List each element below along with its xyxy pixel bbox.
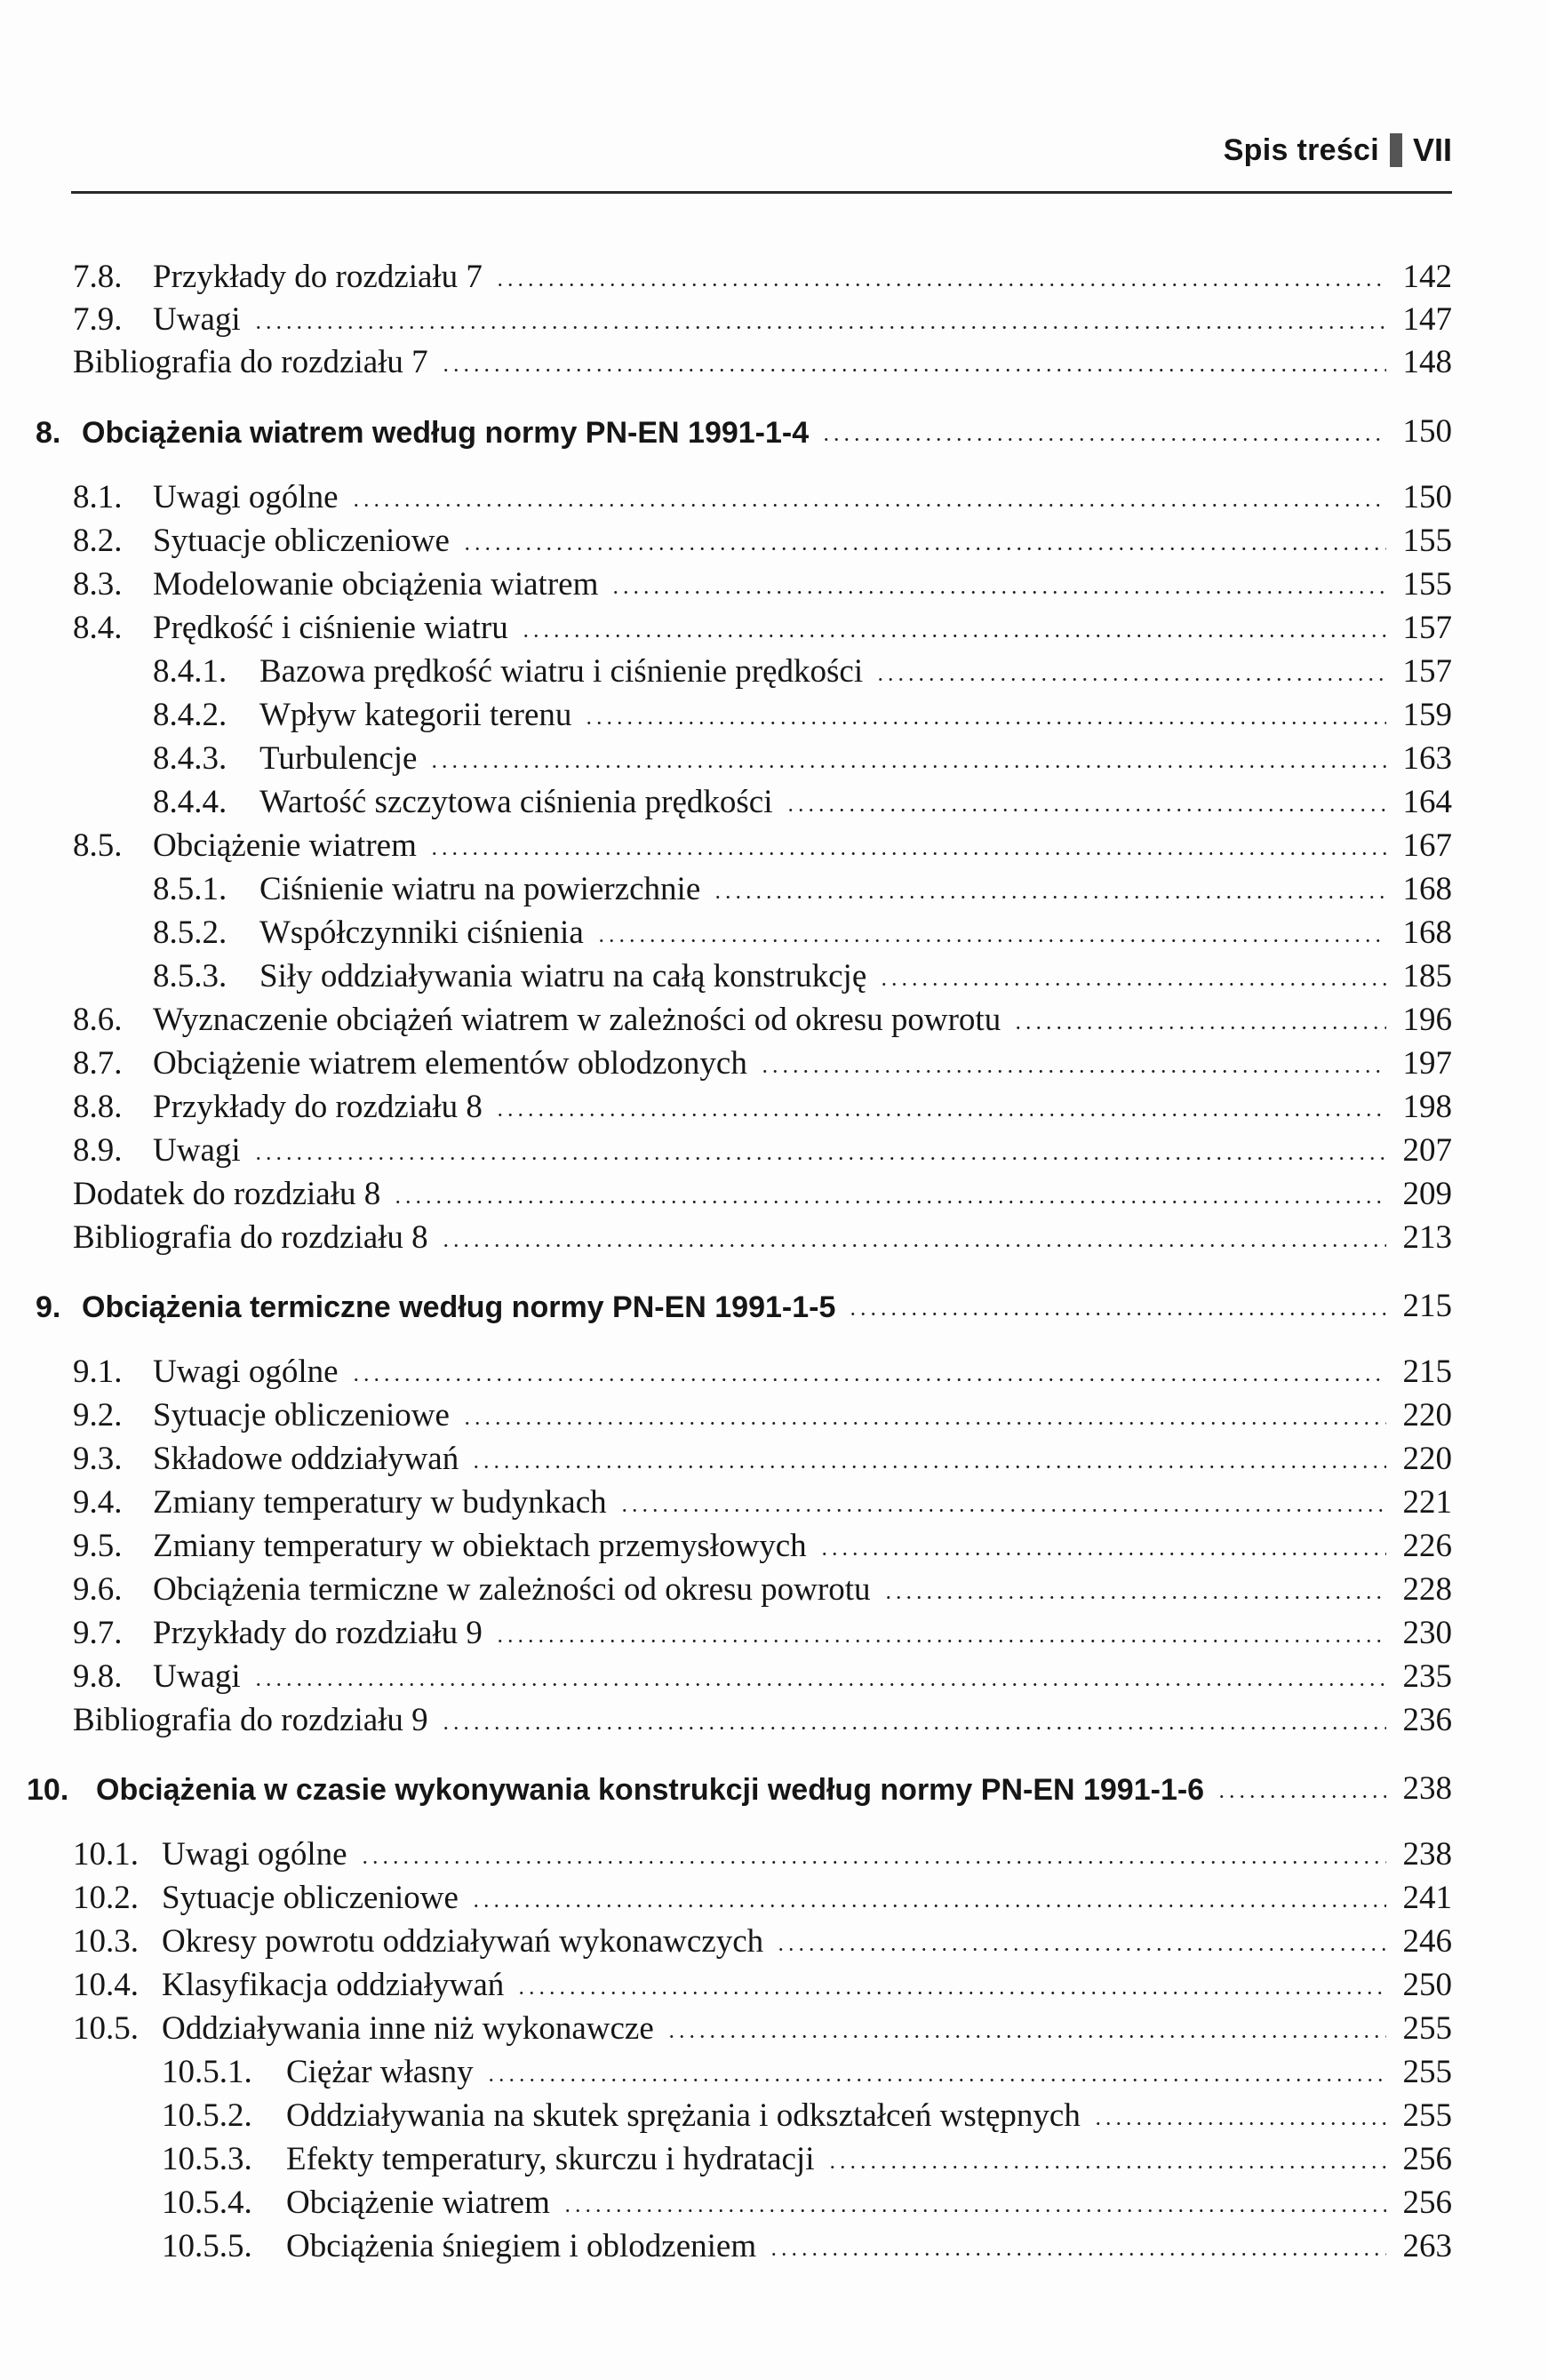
dot-leader <box>776 1948 1386 1951</box>
entry-page: 159 <box>1402 697 1452 733</box>
dot-leader <box>521 635 1386 637</box>
entry-number: 10.4. <box>73 1967 139 2003</box>
dot-leader <box>429 852 1386 855</box>
toc-entry[interactable] <box>0 1959 1452 2001</box>
entry-number: 8.5.3. <box>153 958 227 994</box>
entry-title: Obciążenie wiatrem <box>153 827 417 864</box>
entry-page: 238 <box>1402 1836 1452 1873</box>
entry-number: 8.5.2. <box>153 914 227 951</box>
entry-number: 10.5. <box>73 2010 139 2047</box>
entry-page: 142 <box>1402 259 1452 295</box>
entry-number: 8.5. <box>73 827 123 864</box>
toc-subentry[interactable] <box>0 2046 1452 2088</box>
toc-subentry[interactable] <box>0 776 1452 819</box>
toc-subentry[interactable] <box>0 950 1452 993</box>
toc-entry[interactable] <box>0 1872 1452 1914</box>
entry-page: 256 <box>1402 2141 1452 2177</box>
entry-number: 8.4.2. <box>153 697 227 733</box>
entry-page: 163 <box>1402 740 1452 777</box>
dot-leader <box>516 1992 1386 1994</box>
dot-leader <box>495 284 1386 286</box>
entry-title: Wpływ kategorii terenu <box>259 697 572 733</box>
entry-number: 10.5.1. <box>162 2054 252 2090</box>
dot-leader <box>584 722 1386 724</box>
entry-number: 8.6. <box>73 1002 123 1038</box>
entry-page: 168 <box>1402 914 1452 951</box>
toc-entry[interactable] <box>0 293 1452 336</box>
entry-title: Przykłady do rozdziału 9 <box>153 1615 483 1651</box>
dot-leader <box>1093 2122 1386 2125</box>
entry-title: Prędkość i ciśnienie wiatru <box>153 610 508 646</box>
toc-subentry[interactable] <box>0 2176 1452 2219</box>
entry-title: Obciążenia termiczne w zależności od okresu powrotu <box>153 1571 871 1608</box>
entry-page: 263 <box>1402 2228 1452 2264</box>
header-rule <box>71 191 1452 194</box>
entry-number: 9.6. <box>73 1571 123 1608</box>
entry-number: 10.2. <box>73 1880 139 1916</box>
toc-subentry[interactable] <box>0 645 1452 688</box>
toc-subentry[interactable] <box>0 863 1452 906</box>
entry-title: Ciężar własny <box>286 2054 474 2090</box>
toc-entry[interactable] <box>0 2002 1452 2045</box>
entry-page: 255 <box>1402 2010 1452 2047</box>
dot-leader <box>253 1683 1386 1686</box>
entry-page: 221 <box>1402 1484 1452 1521</box>
entry-title: Oddziaływania na skutek sprężania i odkształceń wstępnych <box>286 2097 1081 2134</box>
dot-leader <box>619 1509 1386 1512</box>
entry-page: 150 <box>1402 479 1452 515</box>
entry-page: 155 <box>1402 523 1452 559</box>
entry-title: Turbulencje <box>259 740 418 777</box>
entry-title: Oddziaływania inne niż wykonawcze <box>162 2010 654 2047</box>
entry-page: 213 <box>1402 1219 1452 1256</box>
entry-page: 185 <box>1402 958 1452 994</box>
entry-number: 8.4.3. <box>153 740 227 777</box>
entry-title: Bazowa prędkość wiatru i ciśnienie prędkości <box>259 653 864 690</box>
entry-page: 157 <box>1402 610 1452 646</box>
entry-title: Efekty temperatury, skurczu i hydratacji <box>286 2141 815 2177</box>
toc-entry[interactable] <box>0 1124 1452 1167</box>
toc-entry[interactable] <box>0 1915 1452 1958</box>
entry-title: Dodatek do rozdziału 8 <box>73 1176 381 1212</box>
toc-entry[interactable] <box>0 1694 1452 1737</box>
entry-number: 10.5.5. <box>162 2228 252 2264</box>
entry-title: Uwagi ogólne <box>162 1836 347 1873</box>
toc-entry[interactable] <box>0 1081 1452 1123</box>
entry-page: 250 <box>1402 1967 1452 2003</box>
dot-leader <box>471 1905 1386 1907</box>
entry-number: 8.9. <box>73 1132 123 1169</box>
entry-page: 207 <box>1402 1132 1452 1169</box>
entry-page: 150 <box>1402 413 1452 450</box>
entry-title: Sytuacje obliczeniowe <box>153 1397 450 1434</box>
entry-title: Obciążenia śniegiem i oblodzeniem <box>286 2228 757 2264</box>
entry-title: Uwagi <box>153 301 241 338</box>
dot-leader <box>596 939 1386 942</box>
entry-number: 7.9. <box>73 301 123 338</box>
entry-number: 10.5.4. <box>162 2184 252 2221</box>
entry-page: 256 <box>1402 2184 1452 2221</box>
dot-leader <box>666 2035 1386 2038</box>
dot-leader <box>495 1640 1386 1642</box>
entry-page: 241 <box>1402 1880 1452 1916</box>
toc-entry[interactable] <box>0 1476 1452 1519</box>
entry-number: 8.3. <box>73 566 123 603</box>
entry-page: 209 <box>1402 1176 1452 1212</box>
entry-page: 155 <box>1402 566 1452 603</box>
entry-title: Sytuacje obliczeniowe <box>162 1880 459 1916</box>
entry-title: Współczynniki ciśnienia <box>259 914 584 951</box>
toc-entry[interactable] <box>0 251 1452 293</box>
entry-title: Okresy powrotu oddziaływań wykonawczych <box>162 1923 764 1960</box>
dot-leader <box>253 1157 1386 1160</box>
entry-page: 228 <box>1402 1571 1452 1608</box>
entry-number: 8.4.1. <box>153 653 227 690</box>
toc-entry[interactable] <box>0 1828 1452 1871</box>
entry-number: 9.3. <box>73 1441 123 1477</box>
dot-leader <box>713 896 1386 898</box>
dot-leader <box>760 1070 1386 1073</box>
entry-number: 8.5.1. <box>153 871 227 907</box>
dot-leader <box>1013 1026 1386 1029</box>
toc-entry[interactable] <box>0 1211 1452 1254</box>
dot-leader <box>471 1466 1386 1468</box>
entry-page: 196 <box>1402 1002 1452 1038</box>
entry-page: 167 <box>1402 827 1452 864</box>
entry-title: Bibliografia do rozdziału 9 <box>73 1702 428 1738</box>
entry-title: Ciśnienie wiatru na powierzchnie <box>259 871 701 907</box>
chapter-title: Obciążenia termiczne według normy PN-EN 1991-1-5 <box>82 1290 836 1324</box>
toc-subentry[interactable] <box>0 906 1452 949</box>
entry-number: 7.8. <box>73 259 123 295</box>
toc-entry[interactable] <box>0 819 1452 862</box>
dot-leader <box>848 1313 1386 1315</box>
chapter-number: 9. <box>36 1290 61 1324</box>
chapter-entry[interactable] <box>0 405 1452 448</box>
toc-subentry[interactable] <box>0 2089 1452 2132</box>
entry-page: 168 <box>1402 871 1452 907</box>
entry-number: 9.7. <box>73 1615 123 1651</box>
dot-leader <box>441 1727 1386 1729</box>
section-name: Spis treści <box>1223 132 1379 167</box>
entry-page: 226 <box>1402 1528 1452 1564</box>
entry-page: 220 <box>1402 1397 1452 1434</box>
toc-entry[interactable] <box>0 994 1452 1036</box>
entry-title: Uwagi <box>153 1132 241 1169</box>
entry-title: Bibliografia do rozdziału 7 <box>73 344 428 380</box>
entry-title: Klasyfikacja oddziaływań <box>162 1967 505 2003</box>
entry-page: 148 <box>1402 344 1452 380</box>
entry-page: 157 <box>1402 653 1452 690</box>
page-number: VII <box>1412 132 1452 168</box>
chapter-title: Obciążenia wiatrem według normy PN-EN 1991-1-4 <box>82 416 810 450</box>
entry-title: Zmiany temperatury w budynkach <box>153 1484 607 1521</box>
entry-page: 255 <box>1402 2054 1452 2090</box>
chapter-title: Obciążenia w czasie wykonywania konstrukcji według normy PN-EN 1991-1-6 <box>96 1773 1205 1807</box>
entry-number: 8.2. <box>73 523 123 559</box>
entry-title: Obciążenie wiatrem elementów oblodzonych <box>153 1045 747 1082</box>
entry-number: 10.5.2. <box>162 2097 252 2134</box>
entry-title: Bibliografia do rozdziału 8 <box>73 1219 428 1256</box>
dot-leader <box>441 1244 1386 1247</box>
dot-leader <box>393 1201 1386 1203</box>
dot-leader <box>495 1114 1386 1116</box>
entry-number: 9.1. <box>73 1354 123 1390</box>
dot-leader <box>360 1861 1386 1864</box>
toc-entry[interactable] <box>0 1433 1452 1475</box>
entry-page: 215 <box>1402 1354 1452 1390</box>
entry-title: Składowe oddziaływań <box>153 1441 459 1477</box>
dot-leader <box>462 547 1386 550</box>
toc-entry[interactable] <box>0 1607 1452 1649</box>
entry-page: 147 <box>1402 301 1452 338</box>
entry-number: 9.8. <box>73 1658 123 1695</box>
entry-title: Siły oddziaływania wiatru na całą konstrukcję <box>259 958 867 994</box>
toc-entry[interactable] <box>0 1168 1452 1210</box>
entry-page: 215 <box>1402 1288 1452 1324</box>
dot-leader <box>827 2166 1387 2168</box>
entry-title: Wyznaczenie obciążeń wiatrem w zależności od okresu powrotu <box>153 1002 1001 1038</box>
entry-title: Wartość szczytowa ciśnienia prędkości <box>259 784 773 820</box>
toc-entry[interactable] <box>0 336 1452 379</box>
entry-title: Przykłady do rozdziału 7 <box>153 259 483 295</box>
dot-leader <box>441 369 1386 371</box>
entry-page: 235 <box>1402 1658 1452 1695</box>
entry-number: 9.2. <box>73 1397 123 1434</box>
dot-leader <box>879 983 1386 986</box>
entry-page: 198 <box>1402 1089 1452 1125</box>
entry-number: 9.5. <box>73 1528 123 1564</box>
dot-leader <box>429 765 1386 768</box>
entry-page: 236 <box>1402 1702 1452 1738</box>
toc-entry[interactable] <box>0 1650 1452 1693</box>
chapter-number: 8. <box>36 416 61 450</box>
entry-number: 8.4.4. <box>153 784 227 820</box>
entry-page: 197 <box>1402 1045 1452 1082</box>
entry-title: Uwagi <box>153 1658 241 1695</box>
toc-entry[interactable] <box>0 558 1452 601</box>
entry-page: 246 <box>1402 1923 1452 1960</box>
toc-subentry[interactable] <box>0 689 1452 731</box>
entry-page: 238 <box>1402 1770 1452 1807</box>
toc-entry[interactable] <box>0 1389 1452 1432</box>
toc-entry[interactable] <box>0 1037 1452 1080</box>
dot-leader <box>351 504 1386 507</box>
entry-title: Zmiany temperatury w obiektach przemysłowych <box>153 1528 807 1564</box>
dot-leader <box>821 438 1386 441</box>
chapter-number: 10. <box>27 1773 69 1807</box>
entry-number: 10.5.3. <box>162 2141 252 2177</box>
dot-leader <box>769 2253 1386 2256</box>
chapter-entry[interactable] <box>0 1280 1452 1322</box>
entry-number: 8.1. <box>73 479 123 515</box>
entry-number: 8.4. <box>73 610 123 646</box>
entry-title: Obciążenie wiatrem <box>286 2184 550 2221</box>
dot-leader <box>351 1378 1386 1381</box>
entry-page: 164 <box>1402 784 1452 820</box>
chapter-entry[interactable] <box>0 1762 1452 1805</box>
entry-page: 230 <box>1402 1615 1452 1651</box>
toc-entry[interactable] <box>0 602 1452 644</box>
dot-leader <box>253 326 1386 329</box>
dot-leader <box>875 678 1386 681</box>
dot-leader <box>786 809 1387 811</box>
header-marker <box>1390 133 1402 167</box>
toc-subentry[interactable] <box>0 2133 1452 2176</box>
dot-leader <box>563 2209 1386 2212</box>
entry-number: 8.8. <box>73 1089 123 1125</box>
entry-title: Sytuacje obliczeniowe <box>153 523 450 559</box>
toc-entry[interactable] <box>0 1563 1452 1606</box>
toc-entry[interactable] <box>0 1346 1452 1388</box>
entry-title: Modelowanie obciążenia wiatrem <box>153 566 599 603</box>
dot-leader <box>1217 1795 1386 1798</box>
dot-leader <box>462 1422 1386 1425</box>
entry-number: 8.7. <box>73 1045 123 1082</box>
dot-leader <box>819 1553 1386 1555</box>
toc-subentry[interactable] <box>0 2220 1452 2263</box>
dot-leader <box>883 1596 1387 1599</box>
entry-title: Uwagi ogólne <box>153 479 339 515</box>
entry-title: Przykłady do rozdziału 8 <box>153 1089 483 1125</box>
toc-entry[interactable] <box>0 515 1452 557</box>
entry-page: 255 <box>1402 2097 1452 2134</box>
entry-number: 10.1. <box>73 1836 139 1873</box>
toc-subentry[interactable] <box>0 732 1452 775</box>
toc-entry[interactable] <box>0 1520 1452 1562</box>
entry-title: Uwagi ogólne <box>153 1354 339 1390</box>
entry-number: 10.3. <box>73 1923 139 1960</box>
dot-leader <box>610 591 1386 594</box>
toc-entry[interactable] <box>0 471 1452 514</box>
entry-page: 220 <box>1402 1441 1452 1477</box>
entry-number: 9.4. <box>73 1484 123 1521</box>
dot-leader <box>486 2079 1386 2081</box>
